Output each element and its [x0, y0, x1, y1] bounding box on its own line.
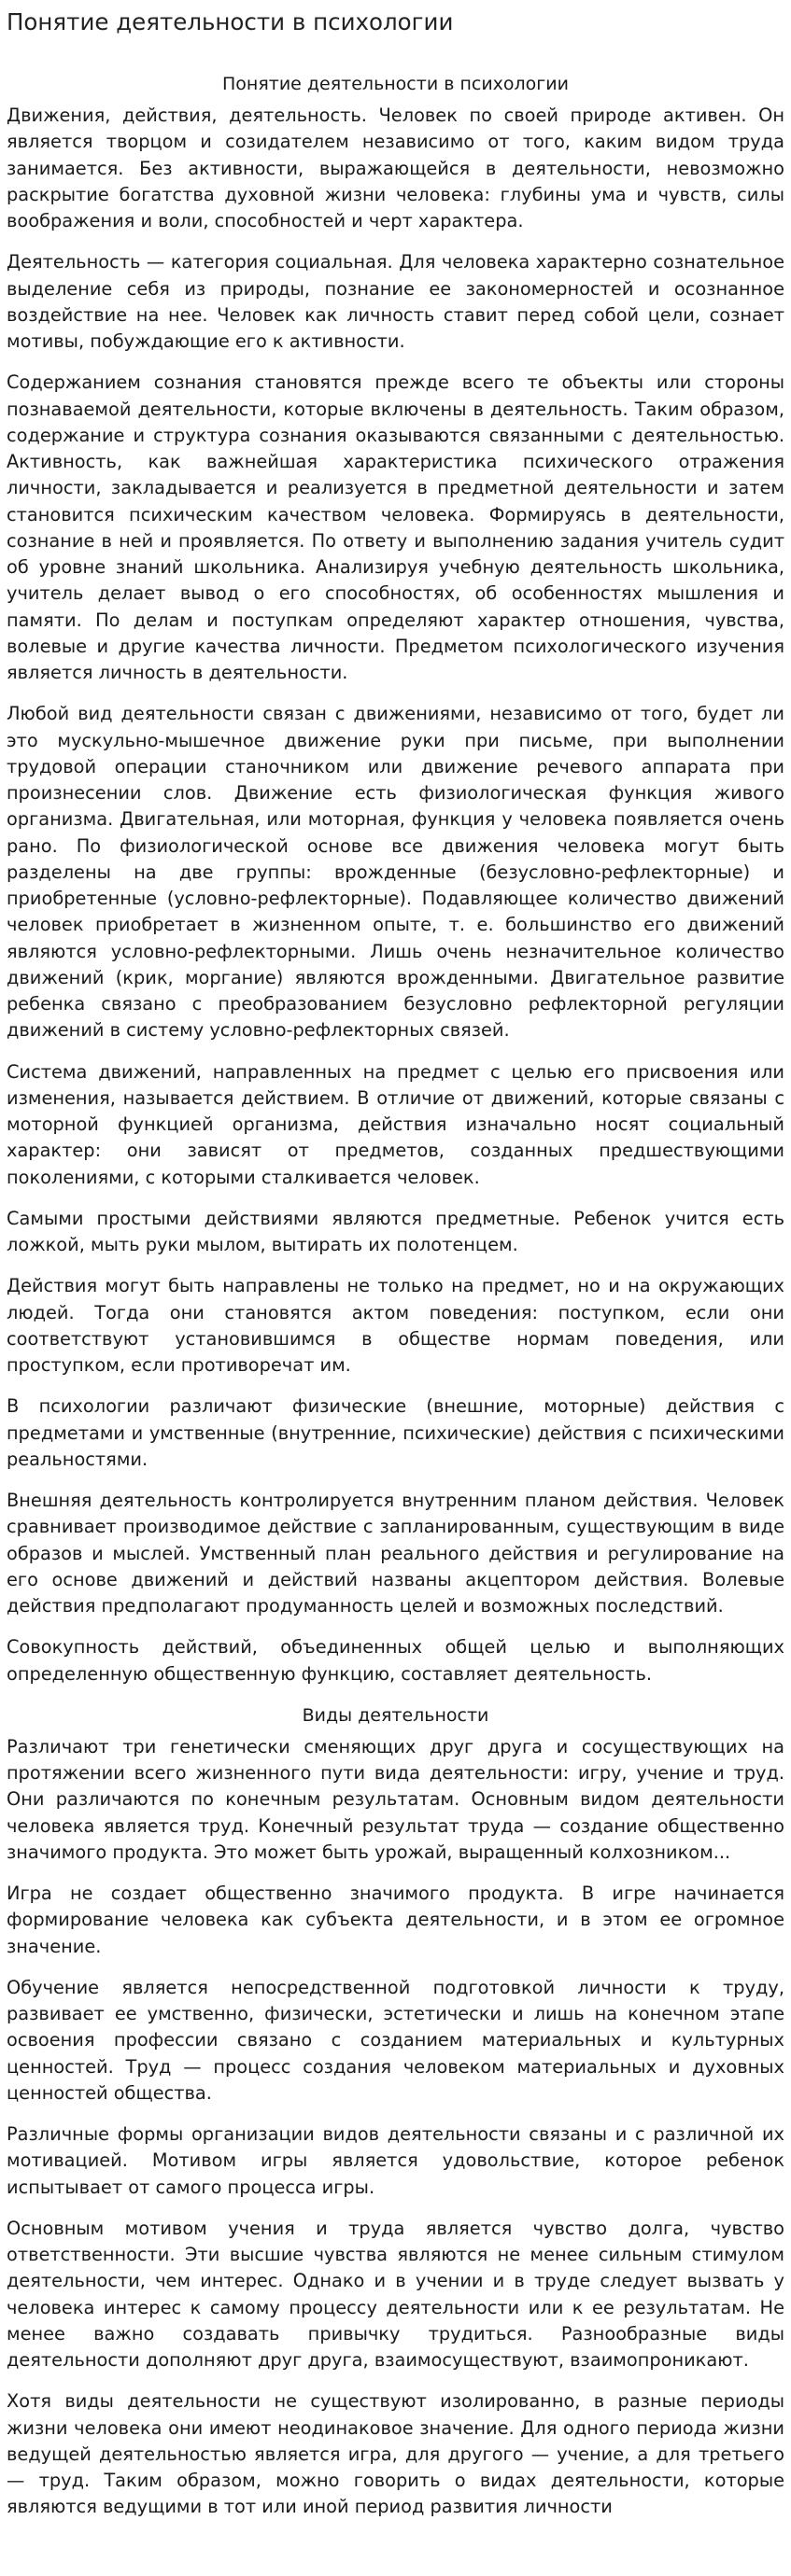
- paragraph: Любой вид деятельности связан с движениями, независимо от того, будет ли это мускульно-мышечное движение руки при письме, при выполнении трудовой операции станочником или движение речевого аппарата при произнесении слов. Движение есть физиологическая функция живого организма. Двигательная, или моторная, функция у человека появляется очень рано. По физиологической основе все движения человека могут быть разделены на две группы: врожденные (безусловно-рефлекторные) и приобретенные (условно-рефлекторные). Подавляющее количество движений человек приобретает в жизненном опыте, т. е. большинство его движений являются условно-рефлекторными. Лишь очень незначительное количество движений (крик, моргание) являются врожденными. Двигательное развитие ребенка связано с преобразованием безусловно рефлекторной регуляции движений в систему условно-рефлекторных связей.: [7, 703, 784, 1042]
- article: [7, 71, 784, 2521]
- paragraph: Движения, действия, деятельность. Человек по своей природе активен. Он является творцом и созидателем независимо от того, каким видом труда занимается. Без активности, выражающейся в деятельности, невозможно раскрытие богатства духовной жизни человека: глубины ума и чувств, силы воображения и воли, способностей и черт характера.: [7, 105, 784, 231]
- paragraph: Различные формы организации видов деятельности связаны и с различной их мотивацией. Мотивом игры является удовольствие, которое ребенок испытывает от самого процесса игры.: [7, 2123, 784, 2198]
- paragraph: Внешняя деятельность контролируется внутренним планом действия. Человек сравнивает производимое действие с запланированным, существующим в виде образов и мыслей. Умственный план реального действия и регулирование на его основе движений и действий названы акцептором действия. Волевые действия предполагают продуманность целей и возможных последствий.: [7, 1490, 784, 1617]
- paragraph: Хотя виды деятельности не существуют изолированно, в разные периоды жизни человека они имеют неодинаковое значение. Для одного периода жизни ведущей деятельностью является игра, для другого — учение, а для третьего — труд. Таким образом, можно говорить о видах деятельности, которые являются ведущими в тот или иной период развития личности: [7, 2390, 784, 2518]
- section-heading: Виды деятельности: [302, 1704, 489, 1726]
- paragraph: В психологии различают физические (внешние, моторные) действия с предметами и умственные (внутренние, психические) действия с психическими реальностями.: [7, 1395, 784, 1470]
- paragraph: Различают три генетически сменяющих друг друга и сосуществующих на протяжении всего жизненного пути вида деятельности: игру, учение и труд. Они различаются по конечным результатам. Основным видом деятельности человека является труд. Конечный результат труда — создание общественно значимого продукта. Это может быть урожай, выращенный колхозником...: [7, 1735, 784, 1863]
- paragraph: Самыми простыми действиями являются предметные. Ребенок учится есть ложкой, мыть руки мылом, вытирать их полотенцем.: [7, 1207, 784, 1255]
- paragraph: Основным мотивом учения и труда является чувство долга, чувство ответственности. Эти высшие чувства являются не менее сильным стимулом деятельности, чем интерес. Однако и в учении и в труде следует вызвать у человека интерес к самому процессу деятельности или к ее результатам. Не менее важно создавать привычку трудиться. Разнообразные виды деятельности дополняют друг друга, взаимосуществуют, взаимопроникают.: [7, 2217, 784, 2371]
- paragraph: Совокупность действий, объединенных общей целью и выполняющих определенную общественную функцию, составляет деятельность.: [7, 1636, 784, 1685]
- paragraph: Обучение является непосредственной подготовкой личности к труду, развивает ее умственно, физически, эстетически и лишь на конечном этапе освоения профессии связано с созданием материальных и культурных ценностей. Труд — процесс создания человеком материальных и духовных ценностей общества.: [7, 1976, 784, 2104]
- paragraph: Действия могут быть направлены не только на предмет, но и на окружающих людей. Тогда они становятся актом поведения: поступком, если они соответствуют установившимся в обществе нормам поведения, или проступком, если противоречат им.: [7, 1275, 784, 1376]
- paragraph: Система движений, направленных на предмет с целью его присвоения или изменения, называется действием. В отличие от движений, которые связаны с моторной функцией организма, действия изначально носят социальный характер: они зависят от предметов, созданных предшествующими поколениями, с которыми сталкивается человек.: [7, 1060, 784, 1188]
- section-heading: Понятие деятельности в психологии: [222, 74, 569, 94]
- paragraph: Деятельность — категория социальная. Для человека характерно сознательное выделение себя из природы, познание ее закономерностей и осознанное воздействие на нее. Человек как личность ставит перед собой цели, сознает мотивы, побуждающие его к активности.: [7, 251, 784, 352]
- page-title: Понятие деятельности в психологии: [7, 8, 454, 35]
- paragraph: Содержанием сознания становятся прежде всего те объекты или стороны познаваемой деятельности, которые включены в деятельность. Таким образом, содержание и структура сознания оказываются связанными с деятельностью. Активность, как важнейшая характеристика психического отражения личности, закладывается и реализуется в предметной деятельности и затем становится психическим качеством человека. Формируясь в деятельности, сознание в ней и проявляется. По ответу и выполнению задания учитель судит об уровне знаний школьника. Анализируя учебную деятельность школьника, учитель делает вывод о его способностях, об особенностях мышления и памяти. По делам и поступкам определяют характер отношения, чувства, волевые и другие качества личности. Предметом психологического изучения является личность в деятельности.: [7, 371, 784, 683]
- paragraph: Игра не создает общественно значимого продукта. В игре начинается формирование человека как субъекта деятельности, и в этом ее огромное значение.: [7, 1883, 784, 1957]
